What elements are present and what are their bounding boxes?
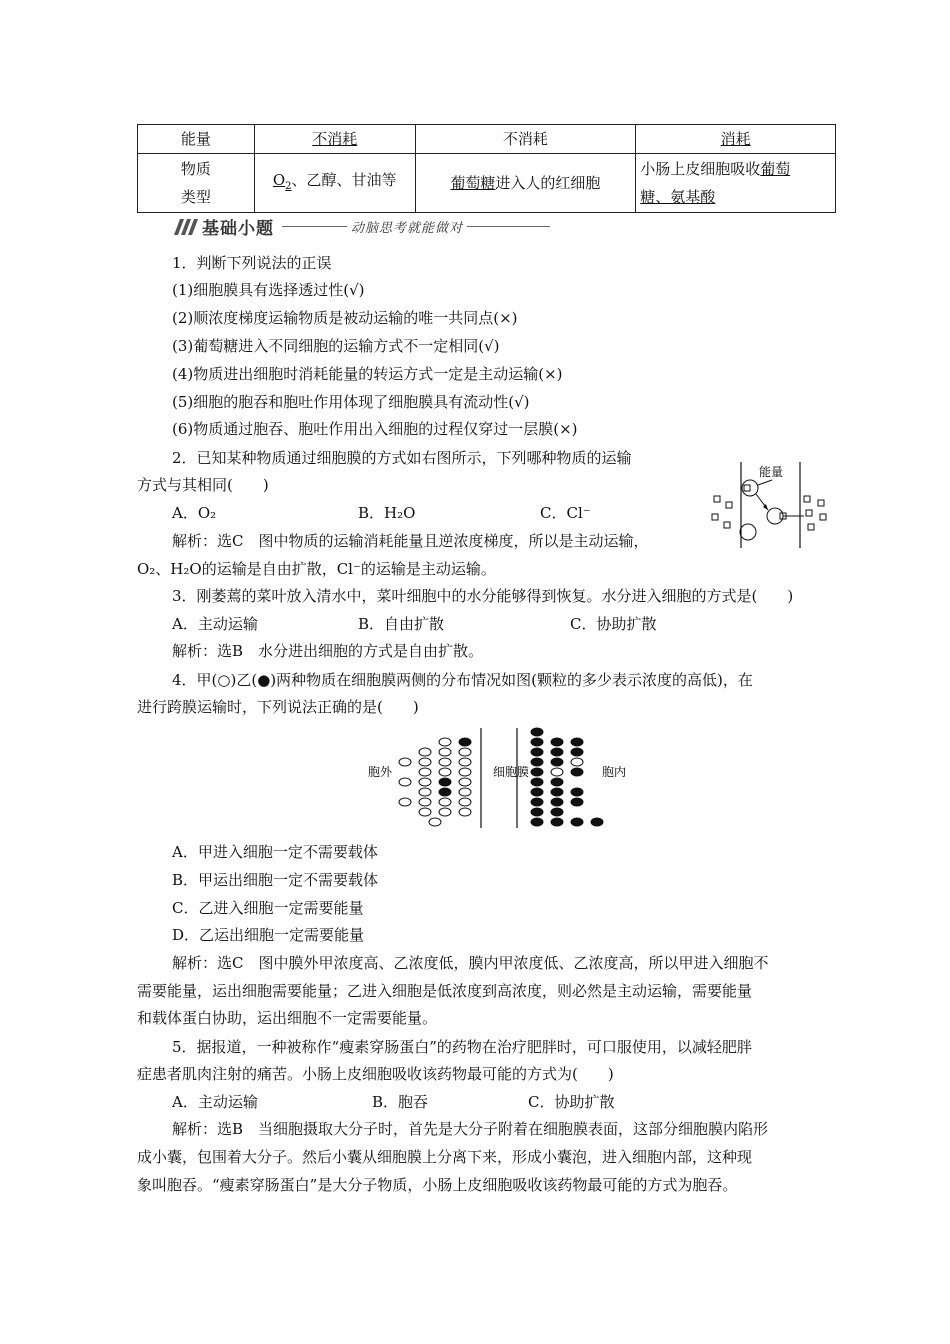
q4-answer-line1: 解析：选C 图中膜外甲浓度高、乙浓度低，膜内甲浓度低、乙浓度高，所以甲进入细胞不	[172, 954, 769, 972]
row-label-substance: 物质 类型	[138, 154, 255, 213]
q1-item: (5)细胞的胞吞和胞吐作用体现了细胞膜具有流动性(√)	[172, 393, 530, 411]
q4-answer-line3: 和载体蛋白协助，运出细胞不一定需要能量。	[137, 1009, 438, 1027]
q2-stem-line2: 方式与其相同( )	[137, 476, 269, 494]
table-row-substance	[138, 154, 836, 213]
q4-stem-line2: 进行跨膜运输时，下列说法正确的是( )	[137, 698, 419, 716]
q2-answer-line1: 解析：选C 图中物质的运输消耗能量且逆浓度梯度，所以是主动运输，	[172, 532, 649, 550]
cell-facilitated-substance: 葡萄糖进入人的红细胞	[415, 154, 636, 213]
q5-option-b: B．胞吞	[372, 1093, 429, 1111]
cell-facilitated-energy: 不消耗	[415, 125, 636, 154]
cell-free-diffusion-energy: 不消耗	[312, 130, 358, 148]
q5-option-c: C．协助扩散	[528, 1093, 615, 1111]
q4-option-d: D．乙运出细胞一定需要能量	[172, 926, 365, 944]
q2-option-c: C．Cl⁻	[540, 504, 591, 522]
q4-option-a: A．甲进入细胞一定不需要载体	[172, 843, 378, 861]
q3-option-c: C．协助扩散	[570, 615, 657, 633]
energy-label: 能量	[759, 465, 784, 479]
cell-active-substance: 小肠上皮细胞吸收葡萄 糖、氨基酸	[636, 154, 836, 213]
q4-answer-line2: 需要能量，运出细胞需要能量；乙进入细胞是低浓度到高浓度，则必然是主动运输，需要能量	[137, 982, 753, 1000]
q5-answer-line1: 解析：选B 当细胞摄取大分子时，首先是大分子附着在细胞膜表面，这部分细胞膜内陷形	[172, 1120, 769, 1138]
particle-distribution-figure	[360, 724, 627, 834]
q1-item: (3)葡萄糖进入不同细胞的运输方式不一定相同(√)	[172, 337, 500, 355]
section-subtitle: 动脑思考就能做对	[347, 217, 467, 236]
q4-option-b: B．甲运出细胞一定不需要载体	[172, 871, 379, 889]
q5-stem-line2: 症患者肌肉注射的痛苦。小肠上皮细胞吸收该药物最可能的方式为( )	[137, 1065, 614, 1083]
q2-option-a: A．O₂	[172, 504, 217, 522]
section-banner	[172, 214, 552, 240]
q2-answer-line2: O₂、H₂O的运输是自由扩散，Cl⁻的运输是主动运输。	[137, 560, 496, 578]
q3-stem: 3．刚萎蔫的菜叶放入清水中，菜叶细胞中的水分能够得到恢复。水分进入细胞的方式是( )	[172, 587, 794, 605]
q1-item: (4)物质进出细胞时消耗能量的转运方式一定是主动运输(×)	[172, 365, 563, 383]
q4-option-c: C．乙进入细胞一定需要能量	[172, 899, 364, 917]
comparison-table	[137, 124, 836, 213]
q3-option-b: B．自由扩散	[358, 615, 445, 633]
stripes-icon	[172, 217, 200, 237]
row-label-energy: 能量	[138, 125, 255, 154]
section-title: 基础小题	[202, 219, 274, 239]
label-membrane: 细胞膜	[493, 765, 530, 779]
q5-stem-line1: 5．据报道，一种被称作“瘦素穿肠蛋白”的药物在治疗肥胖时，可口服使用，以减轻肥胖	[172, 1038, 752, 1056]
q5-option-a: A．主动运输	[172, 1093, 258, 1111]
q1-item: (6)物质通过胞吞、胞吐作用出入细胞的过程仅穿过一层膜(×)	[172, 420, 578, 438]
q1-title: 1．判断下列说法的正误	[172, 254, 332, 272]
q2-stem-line1: 2．已知某种物质通过细胞膜的方式如右图所示，下列哪种物质的运输	[172, 449, 632, 467]
cell-active-energy: 消耗	[720, 130, 751, 148]
q1-item: (1)细胞膜具有选择透过性(√)	[172, 281, 365, 299]
label-outside: 胞外	[368, 765, 393, 779]
q4-stem-line1: 4．甲(○)乙(●)两种物质在细胞膜两侧的分布情况如图(颗粒的多少表示浓度的高低)，在	[172, 671, 753, 689]
active-transport-figure	[708, 458, 833, 550]
table-row-energy	[138, 125, 836, 154]
q5-answer-line3: 象叫胞吞。“瘦素穿肠蛋白”是大分子物质，小肠上皮细胞吸收该药物最可能的方式为胞吞。	[137, 1176, 738, 1194]
q1-item: (2)顺浓度梯度运输物质是被动运输的唯一共同点(×)	[172, 309, 518, 327]
q3-answer: 解析：选B 水分进出细胞的方式是自由扩散。	[172, 642, 484, 660]
q2-option-b: B．H₂O	[358, 504, 416, 522]
label-inside: 胞内	[602, 765, 627, 779]
cell-free-diffusion-substance: $O_2$、乙醇、甘油等	[254, 154, 415, 213]
q3-option-a: A．主动运输	[172, 615, 258, 633]
q5-answer-line2: 成小囊，包围着大分子。然后小囊从细胞膜上分离下来，形成小囊泡，进入细胞内部，这种现	[137, 1148, 753, 1166]
